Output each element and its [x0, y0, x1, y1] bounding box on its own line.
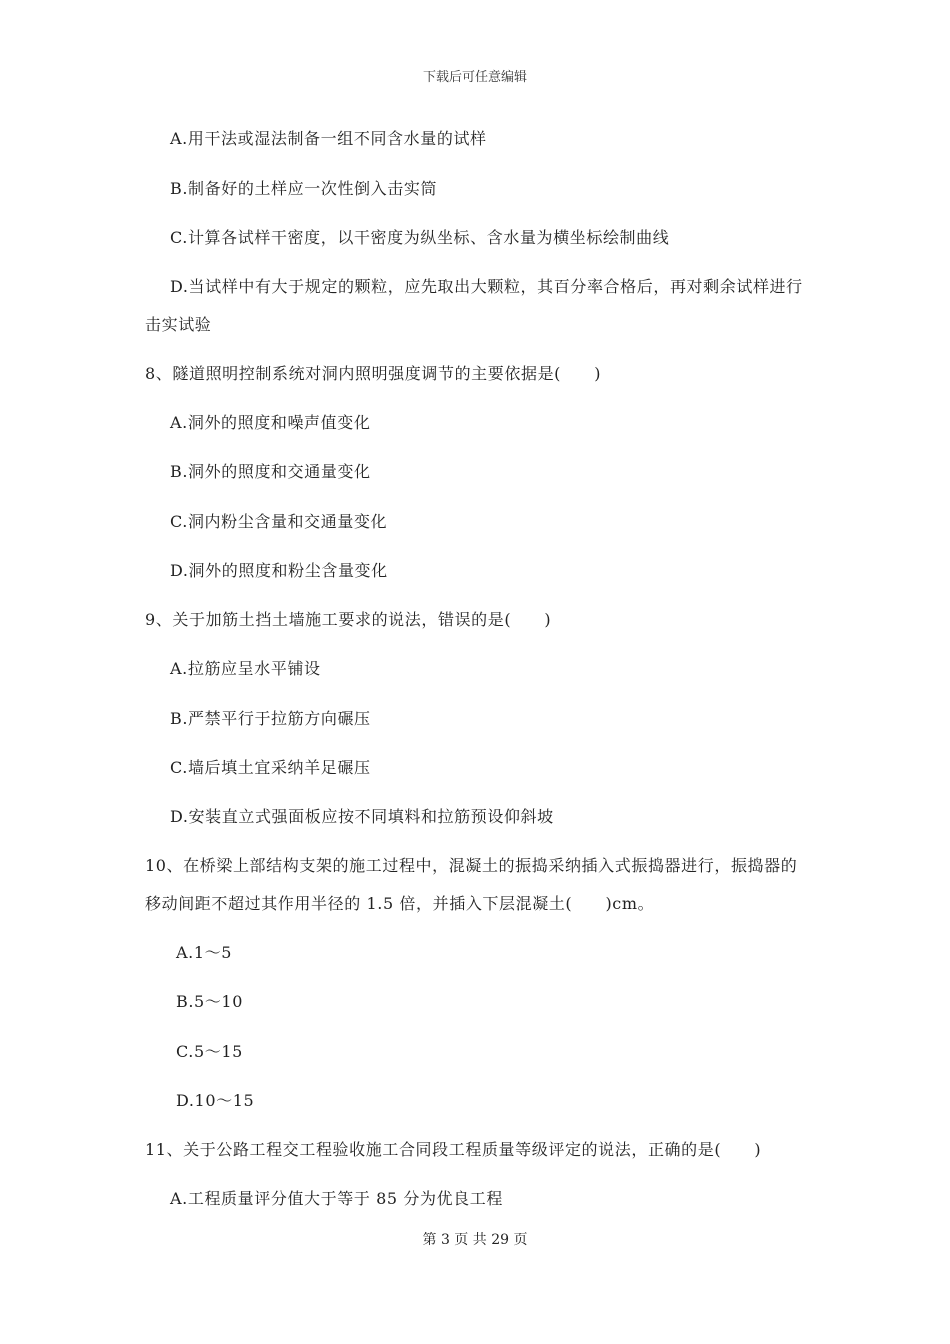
q7-option-b: B.制备好的土样应一次性倒入击实筒 [170, 179, 438, 198]
q8-option-b: B.洞外的照度和交通量变化 [170, 462, 371, 481]
q8-option-a: A.洞外的照度和噪声值变化 [170, 413, 371, 432]
q7-option-d-continuation: 击实试验 [145, 315, 212, 334]
q9-option-c: C.墙后填土宜采纳羊足碾压 [170, 758, 371, 777]
q10-option-a: A.1～5 [176, 943, 232, 962]
q8-option-c: C.洞内粉尘含量和交通量变化 [170, 512, 388, 531]
q8-stem: 8、隧道照明控制系统对洞内照明强度调节的主要依据是( ) [145, 364, 602, 383]
q10-option-c: C.5～15 [176, 1042, 243, 1061]
q10-option-d: D.10～15 [176, 1091, 255, 1110]
q7-option-a: A.用干法或湿法制备一组不同含水量的试样 [170, 129, 487, 148]
page-footer: 第 3 页 共 29 页 [422, 1232, 528, 1248]
q10-option-b: B.5～10 [176, 992, 243, 1011]
q9-option-a: A.拉筋应呈水平铺设 [170, 659, 321, 678]
q10-stem-line2: 移动间距不超过其作用半径的 1.5 倍，并插入下层混凝土( )cm。 [145, 894, 655, 913]
q11-option-a: A.工程质量评分值大于等于 85 分为优良工程 [170, 1189, 503, 1208]
q7-option-d: D.当试样中有大于规定的颗粒，应先取出大颗粒，其百分率合格后，再对剩余试样进行 [170, 277, 803, 296]
q8-option-d: D.洞外的照度和粉尘含量变化 [170, 561, 388, 580]
q11-stem: 11、关于公路工程交工程验收施工合同段工程质量等级评定的说法，正确的是( ) [145, 1140, 762, 1159]
q9-option-b: B.严禁平行于拉筋方向碾压 [170, 709, 371, 728]
q9-option-d: D.安装直立式强面板应按不同填料和拉筋预设仰斜坡 [170, 807, 554, 826]
q9-stem: 9、关于加筋土挡土墙施工要求的说法，错误的是( ) [145, 610, 552, 629]
q10-stem-line1: 10、在桥梁上部结构支架的施工过程中，混凝土的振捣采纳插入式振捣器进行，振捣器的 [145, 856, 798, 875]
page-header: 下载后可任意编辑 [422, 70, 527, 85]
q7-option-c: C.计算各试样干密度，以干密度为纵坐标、含水量为横坐标绘制曲线 [170, 228, 670, 247]
